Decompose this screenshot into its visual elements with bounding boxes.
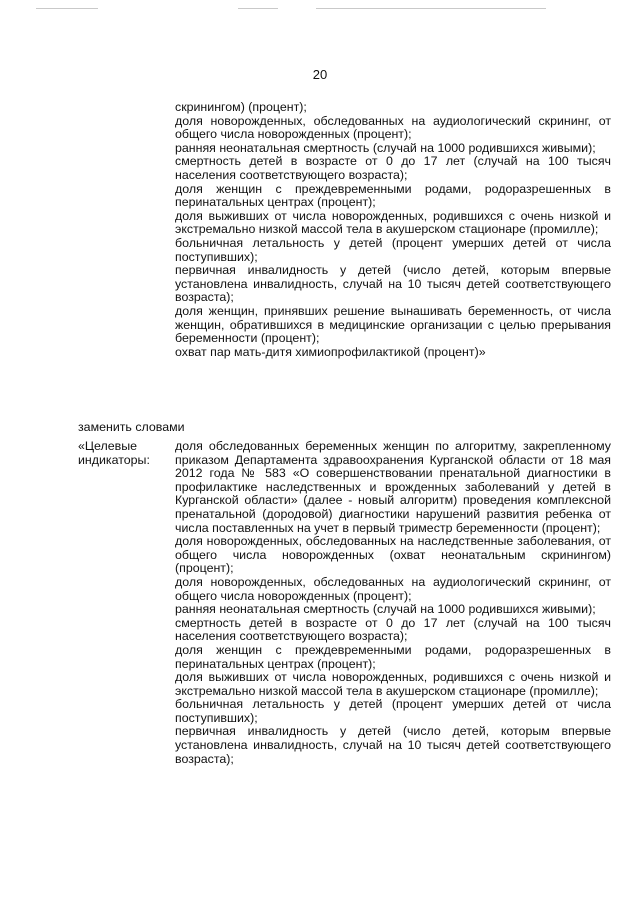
list-item: смертность детей в возрасте от 0 до 17 лет (случай на 100 тысяч населения соответствующего возраста);	[175, 615, 611, 644]
indicator-list-new	[175, 440, 611, 766]
list-item: охват пар мать-дитя химиопрофилактикой (процент)»	[175, 344, 486, 359]
indicator-label: «Целевые индикаторы:	[78, 439, 150, 467]
scan-artifact-line	[316, 8, 546, 9]
list-item: доля обследованных беременных женщин по алгоритму, закрепленному приказом Департамента здравоохранения Курганской области от 18 мая 2012 года № 583 «О совершенствовании пренатальной диагностики в профилактике наследственных и врожденных заболеваний у детей в Курганской области» (далее - новый алгоритм) проведения комплексной пренатальной (дородовой) диагностики нарушений развития ребенка от числа поставленных на учет в первый триместр беременности (процент);	[175, 439, 611, 535]
list-item: доля женщин с преждевременными родами, родоразрешенных в перинатальных центрах (процент);	[175, 642, 611, 671]
indicator-list-old	[175, 101, 611, 359]
scan-artifact-line	[238, 8, 278, 9]
replace-phrase: заменить словами	[78, 420, 185, 434]
scan-artifact-line	[36, 8, 98, 9]
page-number: 20	[312, 67, 328, 82]
list-item: доля новорожденных, обследованных на аудиологический скрининг, от общего числа новорожденных (процент);	[175, 113, 611, 142]
list-item: доля женщин, принявших решение вынашивать беременность, от числа женщин, обратившихся в медицинские организации с целью прерывания беременности (процент);	[175, 303, 611, 346]
list-item: ранняя неонатальная смертность (случай на 1000 родившихся живыми);	[175, 602, 596, 617]
list-item: первичная инвалидность у детей (число детей, которым впервые установлена инвалидность, случай на 10 тысяч детей соответствующего возраста);	[175, 263, 611, 305]
list-item: доля выживших от числа новорожденных, родившихся с очень низкой и экстремально низкой массой тела в акушерском стационаре (промилле);	[175, 208, 611, 237]
list-item: больничная летальность у детей (процент умерших детей от числа поступивших);	[175, 235, 611, 264]
list-item: доля новорожденных, обследованных на наследственные заболевания, от общего числа новорожденных (охват неонатальным скринингом) (процент);	[175, 534, 611, 576]
list-item: доля женщин с преждевременными родами, родоразрешенных в перинатальных центрах (процент);	[175, 181, 611, 210]
list-item: ранняя неонатальная смертность (случай на 1000 родившихся живыми);	[175, 140, 596, 155]
list-item: первичная инвалидность у детей (число детей, которым впервые установлена инвалидность, случай на 10 тысяч детей соответствующего возраста);	[175, 724, 611, 766]
list-item: больничная летальность у детей (процент умерших детей от числа поступивших);	[175, 697, 611, 725]
list-item: доля новорожденных, обследованных на аудиологический скрининг, от общего числа новорожденных (процент);	[175, 574, 611, 603]
list-item: скринингом) (процент);	[175, 100, 307, 114]
list-item: доля выживших от числа новорожденных, родившихся с очень низкой и экстремально низкой массой тела в акушерском стационаре (промилле);	[175, 670, 611, 698]
list-item: смертность детей в возрасте от 0 до 17 лет (случай на 100 тысяч населения соответствующего возраста);	[175, 154, 611, 182]
